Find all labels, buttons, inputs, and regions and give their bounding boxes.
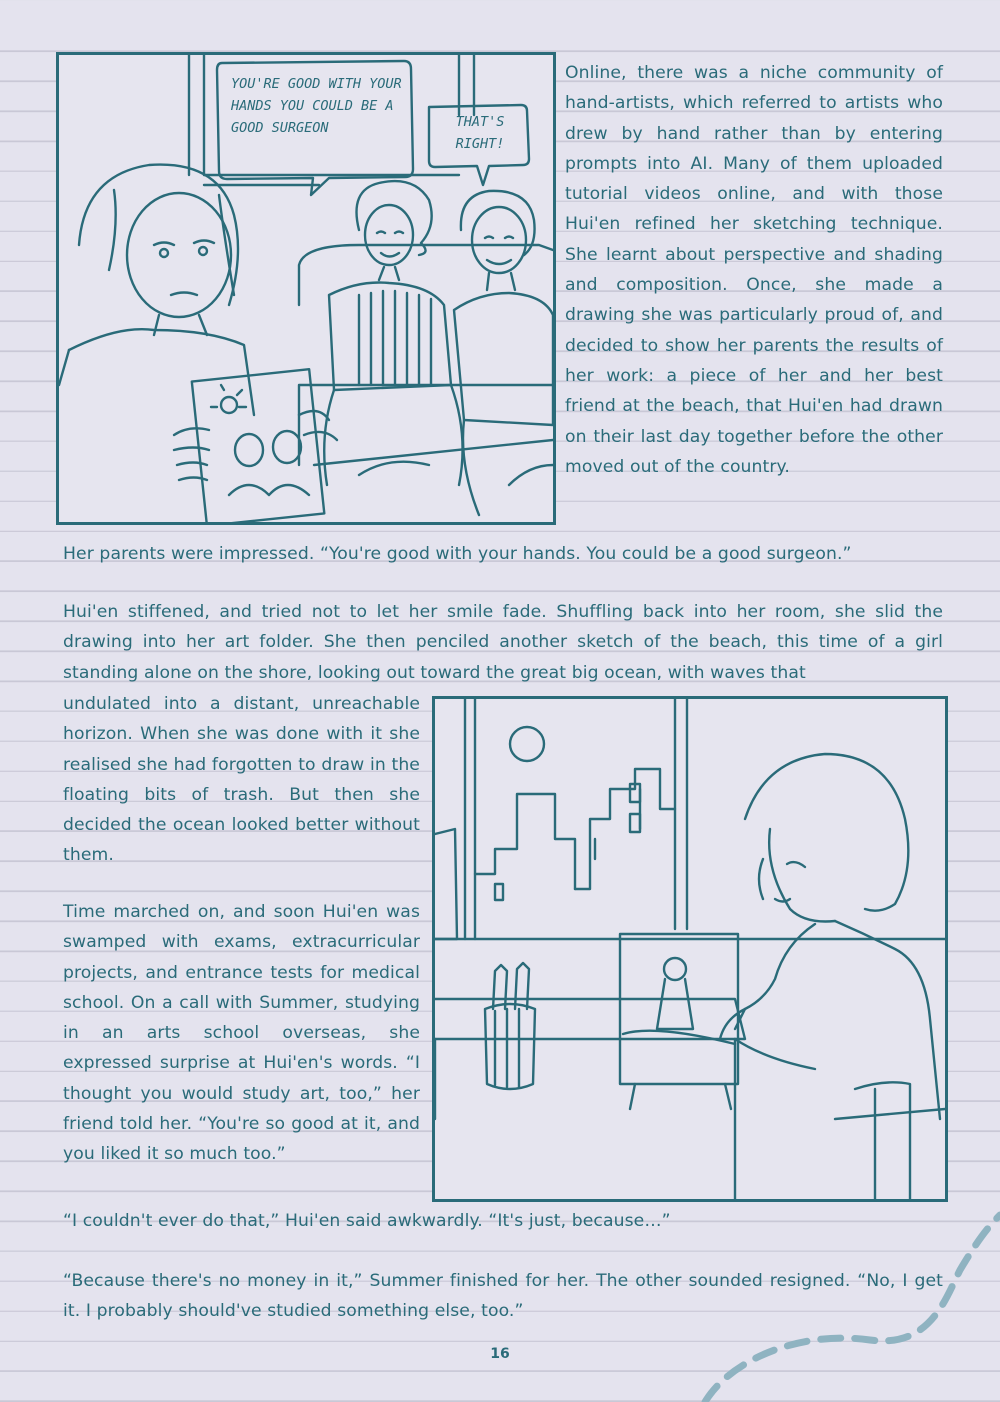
comic-panel-parents: [56, 52, 556, 525]
paragraph-parents-impressed: Her parents were impressed. “You're good with your hands. You could be a good surgeon.”: [63, 544, 852, 564]
speech-bubble-mother: YOU'RE GOOD WITH YOUR HANDS YOU COULD BE A GOOD SURGEON: [231, 76, 402, 136]
paragraph-undulated-horizon: undulated into a distant, unreachable horizon. When she was done with it she realised she had forgotten to draw in the floating bits of trash. But then she decided the ocean looked better without them.: [63, 694, 420, 866]
desk-drawing-illustration: [435, 699, 945, 1199]
page-number: 16: [490, 1346, 510, 1362]
paragraph-no-money-in-it: “Because there's no money in it,” Summer finished for her. The other sounded resigned. “No, I get it. I probably should've studied something else, too.”: [63, 1271, 943, 1322]
paragraph-couldnt-do-that: “I couldn't ever do that,” Hui'en said awkwardly. “It's just, because…”: [63, 1211, 671, 1231]
paragraph-huien-stiffened: Hui'en stiffened, and tried not to let her smile fade. Shuffling back into her room, she slid the drawing into her art folder. She then penciled another sketch of the beach, this time of a girl standing alone on the shore, looking out toward the great big ocean, with waves that: [63, 602, 943, 683]
speech-bubble-father: THAT'S RIGHT!: [455, 114, 505, 152]
comic-panel-drawing-desk: [432, 696, 948, 1202]
paragraph-online-community: Online, there was a niche community of hand-artists, which referred to artists who drew by hand rather than by entering prompts into AI. Many of them uploaded tutorial videos online, and with those Hui'en refined her sketching technique. She learnt about perspective and shading and composition. Once, she made a drawing she was particularly proud of, and decided to show her parents the results of her work: a piece of her and her best friend at the beach, that Hui'en had drawn on their last day together before the other moved out of the country.: [565, 63, 943, 477]
paragraph-time-marched-on: Time marched on, and soon Hui'en was swamped with exams, extracurricular projects, and entrance tests for medical school. On a call with Summer, studying in an arts school overseas, she expressed surprise at Hui'en's words. “I thought you would study art, too,” her friend told her. “You're so good at it, and you liked it so much too.”: [63, 902, 420, 1165]
